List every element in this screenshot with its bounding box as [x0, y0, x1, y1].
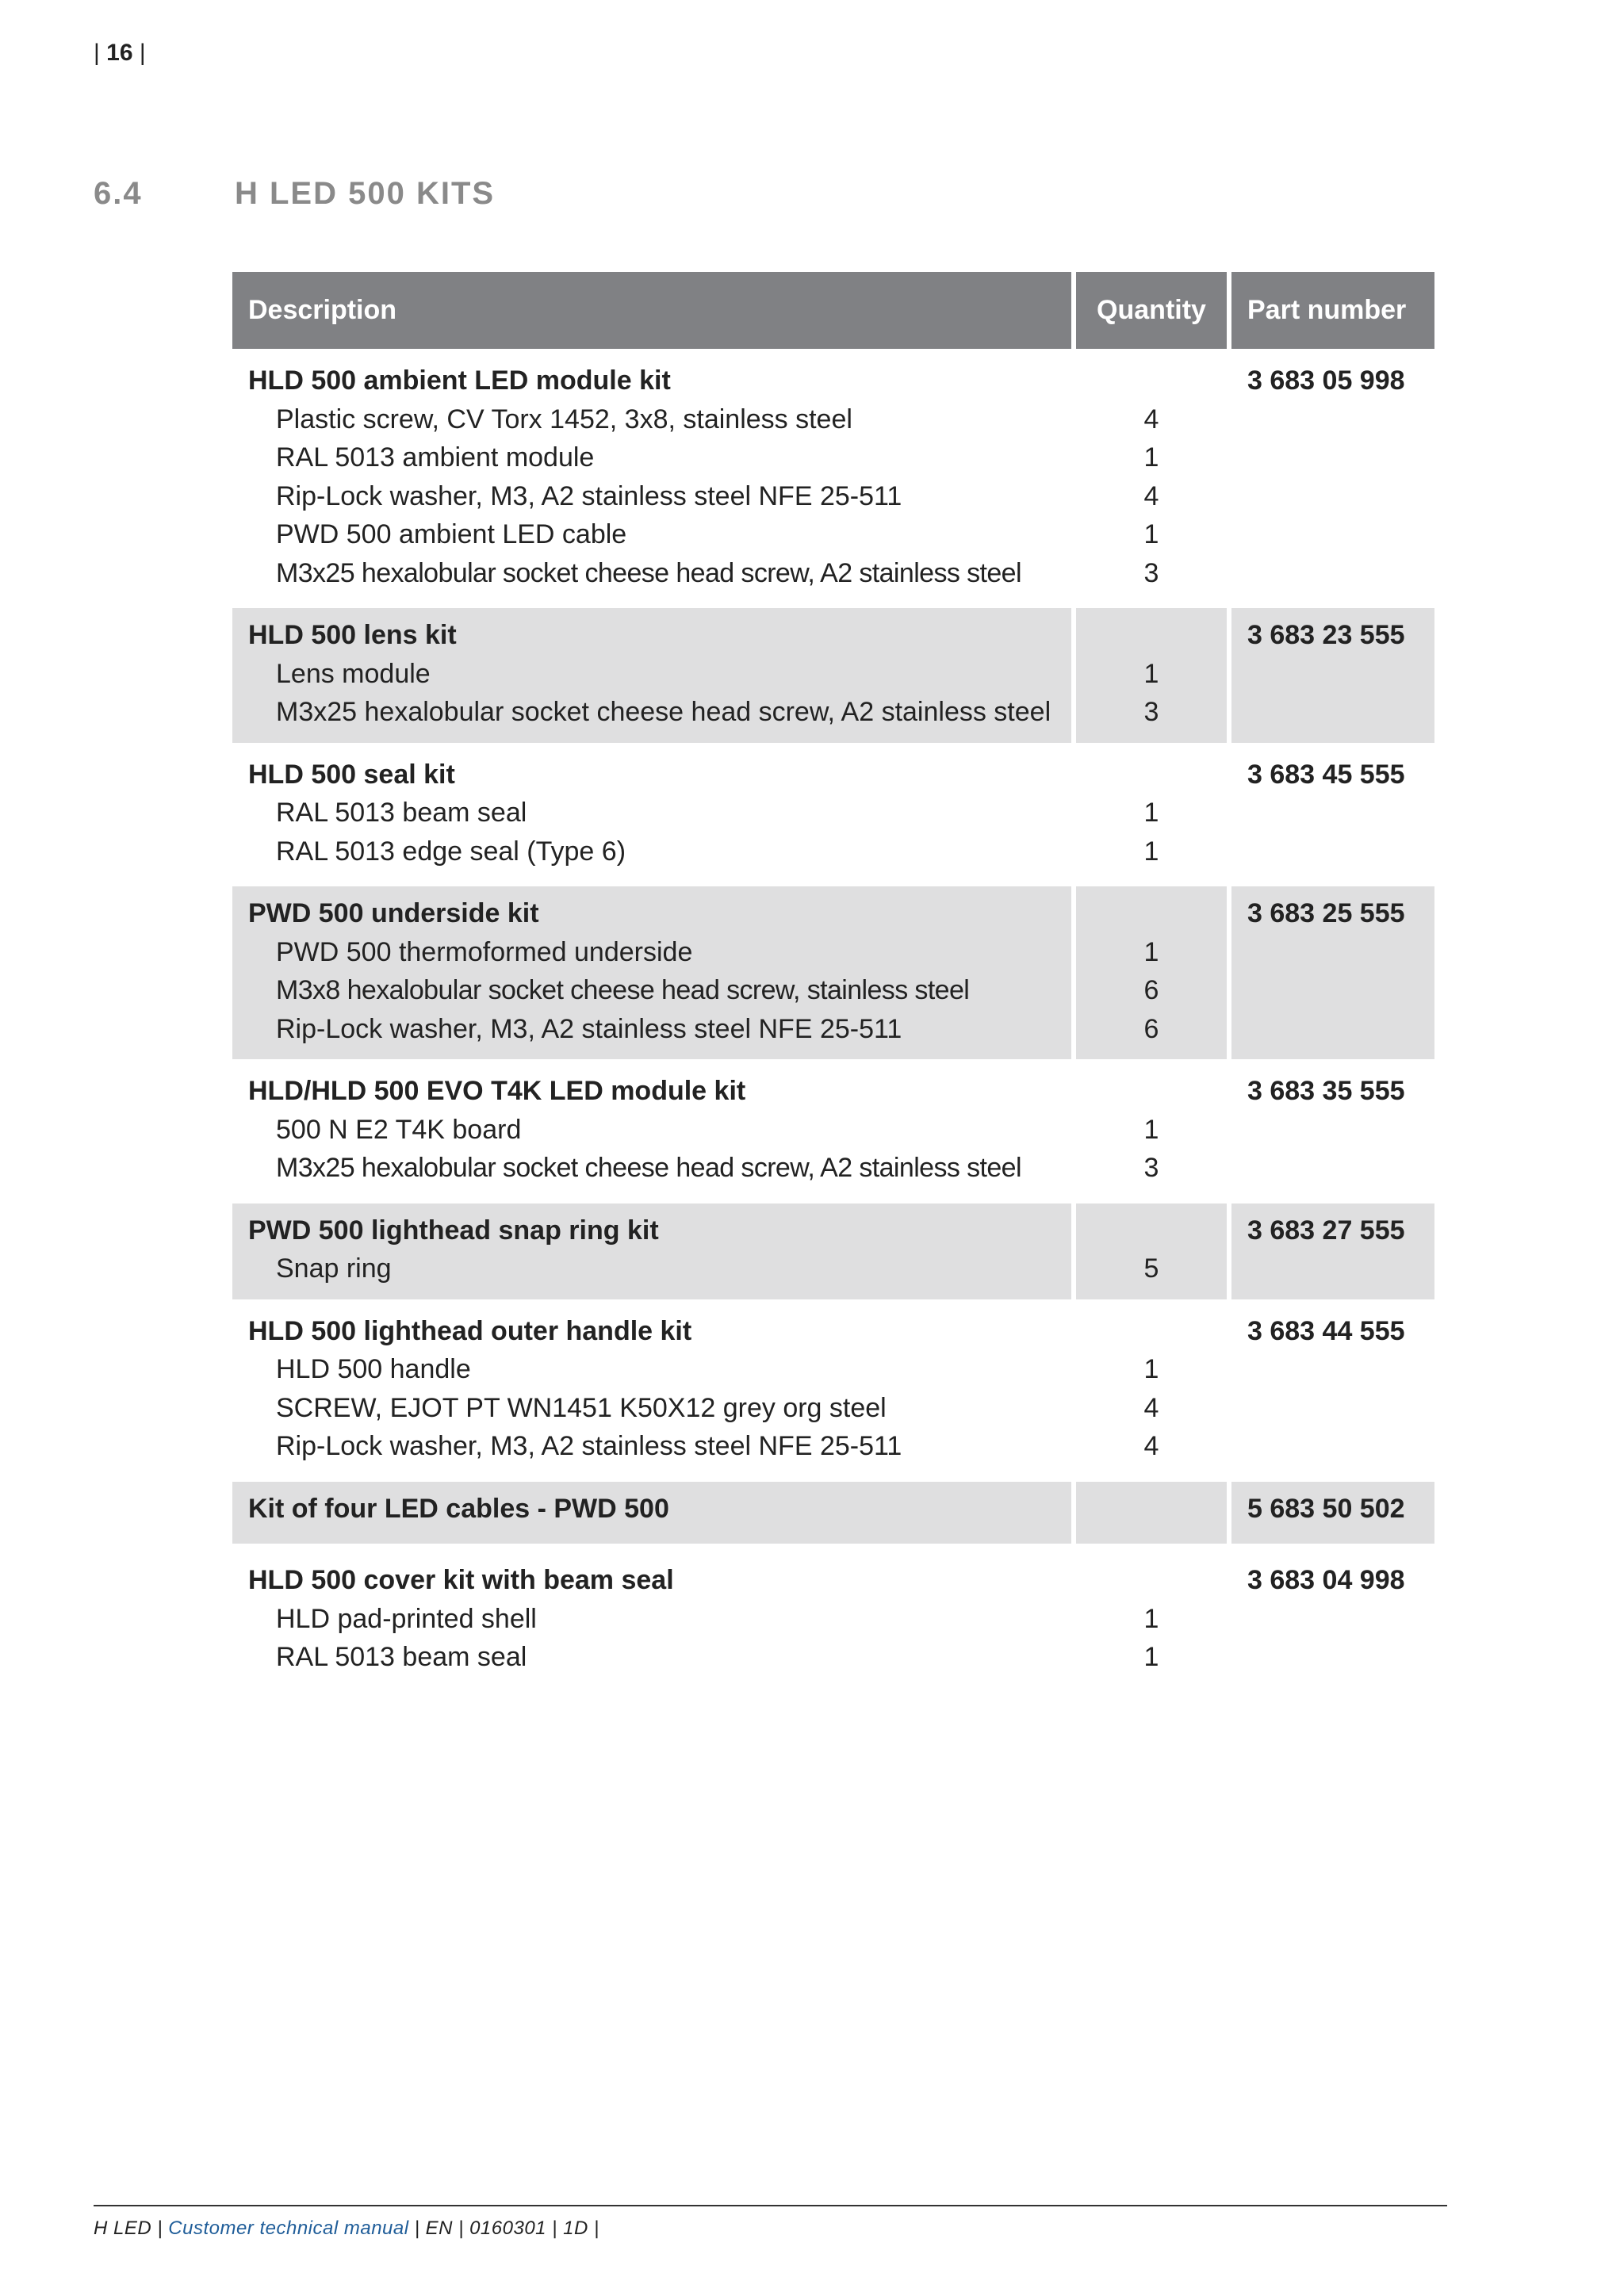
item-quantity: 1	[1143, 936, 1159, 967]
item-quantity: 1	[1143, 798, 1159, 828]
kit-part-number: 3 683 05 998	[1231, 354, 1434, 608]
kit-description	[232, 1203, 1071, 1304]
kit-description	[232, 1304, 1071, 1482]
kit-quantities	[1076, 354, 1227, 608]
kit-item: Rip-Lock washer, M3, A2 stainless steel NFE 25-511	[276, 1013, 902, 1044]
kit-item: Snap ring	[276, 1253, 392, 1284]
kit-part-number: 3 683 27 555	[1231, 1203, 1434, 1304]
kit-item: 500 N E2 T4K board	[276, 1114, 522, 1145]
column-header-quantity: Quantity	[1076, 272, 1227, 354]
item-quantity: 1	[1143, 1642, 1159, 1672]
page-number: | 16 |	[94, 40, 146, 66]
kit-description	[232, 354, 1071, 608]
kit-title: PWD 500 underside kit	[248, 898, 539, 928]
kit-description	[232, 886, 1071, 1064]
kit-description	[232, 1548, 1071, 1693]
item-quantity: 6	[1143, 1013, 1159, 1044]
section-heading	[94, 176, 495, 212]
kit-quantities	[1076, 608, 1227, 748]
kit-quantities	[1076, 748, 1227, 887]
kit-title: Kit of four LED cables - PWD 500	[248, 1493, 669, 1524]
kit-item: M3x25 hexalobular socket cheese head screw, A2 stainless steel	[276, 557, 1021, 588]
kit-row	[232, 1064, 1434, 1203]
item-quantity: 4	[1143, 1431, 1159, 1461]
kit-part-number: 3 683 35 555	[1231, 1064, 1434, 1203]
kit-title: HLD 500 seal kit	[248, 759, 455, 790]
item-quantity: 1	[1143, 442, 1159, 473]
kit-description	[232, 608, 1071, 748]
kit-quantities	[1076, 1203, 1227, 1304]
kit-part-number: 3 683 45 555	[1231, 748, 1434, 887]
section-title: H LED 500 KITS	[235, 176, 496, 211]
item-quantity: 3	[1143, 1153, 1159, 1183]
kit-row	[232, 1482, 1434, 1549]
column-header-description: Description	[232, 272, 1071, 354]
page-number-value: 16	[106, 40, 133, 66]
kit-item: RAL 5013 ambient module	[276, 442, 595, 473]
item-quantity: 4	[1143, 404, 1159, 434]
item-quantity: 1	[1143, 1354, 1159, 1384]
kit-description	[232, 1482, 1071, 1549]
kit-part-number: 3 683 04 998	[1231, 1548, 1434, 1693]
kit-item: M3x25 hexalobular socket cheese head screw, A2 stainless steel	[276, 697, 1051, 727]
kit-part-number: 5 683 50 502	[1231, 1482, 1434, 1549]
kit-description	[232, 1064, 1071, 1203]
item-quantity: 5	[1143, 1253, 1159, 1284]
kit-item: RAL 5013 beam seal	[276, 1642, 527, 1672]
footer-revision: 1D	[563, 2218, 588, 2239]
kit-row	[232, 1203, 1434, 1304]
item-quantity: 1	[1143, 1603, 1159, 1634]
kit-quantities	[1076, 1548, 1227, 1693]
table-header-row	[232, 272, 1434, 354]
kit-row	[232, 1548, 1434, 1693]
kit-item: RAL 5013 beam seal	[276, 798, 527, 828]
kit-quantities	[1076, 1304, 1227, 1482]
kit-item: HLD pad-printed shell	[276, 1603, 537, 1634]
kit-quantities	[1076, 1482, 1227, 1549]
footer-divider	[94, 2205, 1447, 2206]
kit-title: HLD 500 cover kit with beam seal	[248, 1565, 674, 1595]
item-quantity: 3	[1143, 697, 1159, 727]
kit-item: PWD 500 thermoformed underside	[276, 936, 693, 967]
footer-doc-number: 0160301	[469, 2218, 547, 2239]
footer-doc-type: Customer technical manual	[168, 2218, 409, 2239]
item-quantity: 6	[1143, 975, 1159, 1005]
kit-item: Rip-Lock washer, M3, A2 stainless steel NFE 25-511	[276, 480, 902, 511]
kit-title: HLD 500 lighthead outer handle kit	[248, 1315, 692, 1346]
kit-part-number: 3 683 25 555	[1231, 886, 1434, 1064]
item-quantity: 1	[1143, 1114, 1159, 1145]
kit-quantities	[1076, 1064, 1227, 1203]
footer: H LED | Customer technical manual | EN | 0160301 | 1D |	[94, 2218, 599, 2239]
kit-title: HLD/HLD 500 EVO T4K LED module kit	[248, 1076, 746, 1106]
column-header-part-number: Part number	[1231, 272, 1434, 354]
kit-part-number: 3 683 23 555	[1231, 608, 1434, 748]
item-quantity: 1	[1143, 836, 1159, 867]
kit-item: HLD 500 handle	[276, 1354, 471, 1384]
section-number: 6.4	[94, 176, 143, 211]
kit-item: Lens module	[276, 658, 431, 689]
item-quantity: 1	[1143, 519, 1159, 549]
kit-row	[232, 748, 1434, 887]
kit-item: Rip-Lock washer, M3, A2 stainless steel NFE 25-511	[276, 1431, 902, 1461]
kit-item: M3x25 hexalobular socket cheese head screw, A2 stainless steel	[276, 1153, 1021, 1183]
kit-row	[232, 354, 1434, 608]
kit-item: PWD 500 ambient LED cable	[276, 519, 627, 549]
kit-title: HLD 500 ambient LED module kit	[248, 365, 671, 396]
kit-row	[232, 608, 1434, 748]
footer-product: H LED	[94, 2218, 152, 2239]
kit-title: HLD 500 lens kit	[248, 620, 457, 650]
kit-description	[232, 748, 1071, 887]
kit-item: Plastic screw, CV Torx 1452, 3x8, stainless steel	[276, 404, 852, 434]
kits-table	[228, 272, 1439, 1693]
footer-language: EN	[425, 2218, 453, 2239]
kit-title: PWD 500 lighthead snap ring kit	[248, 1215, 659, 1246]
kit-item: RAL 5013 edge seal (Type 6)	[276, 836, 626, 867]
item-quantity: 4	[1143, 1392, 1159, 1423]
kit-item: SCREW, EJOT PT WN1451 K50X12 grey org steel	[276, 1392, 887, 1423]
kit-item: M3x8 hexalobular socket cheese head screw, stainless steel	[276, 975, 970, 1005]
item-quantity: 1	[1143, 658, 1159, 689]
kit-quantities	[1076, 886, 1227, 1064]
item-quantity: 3	[1143, 557, 1159, 588]
item-quantity: 4	[1143, 480, 1159, 511]
kit-part-number: 3 683 44 555	[1231, 1304, 1434, 1482]
kit-row	[232, 886, 1434, 1064]
kit-row	[232, 1304, 1434, 1482]
